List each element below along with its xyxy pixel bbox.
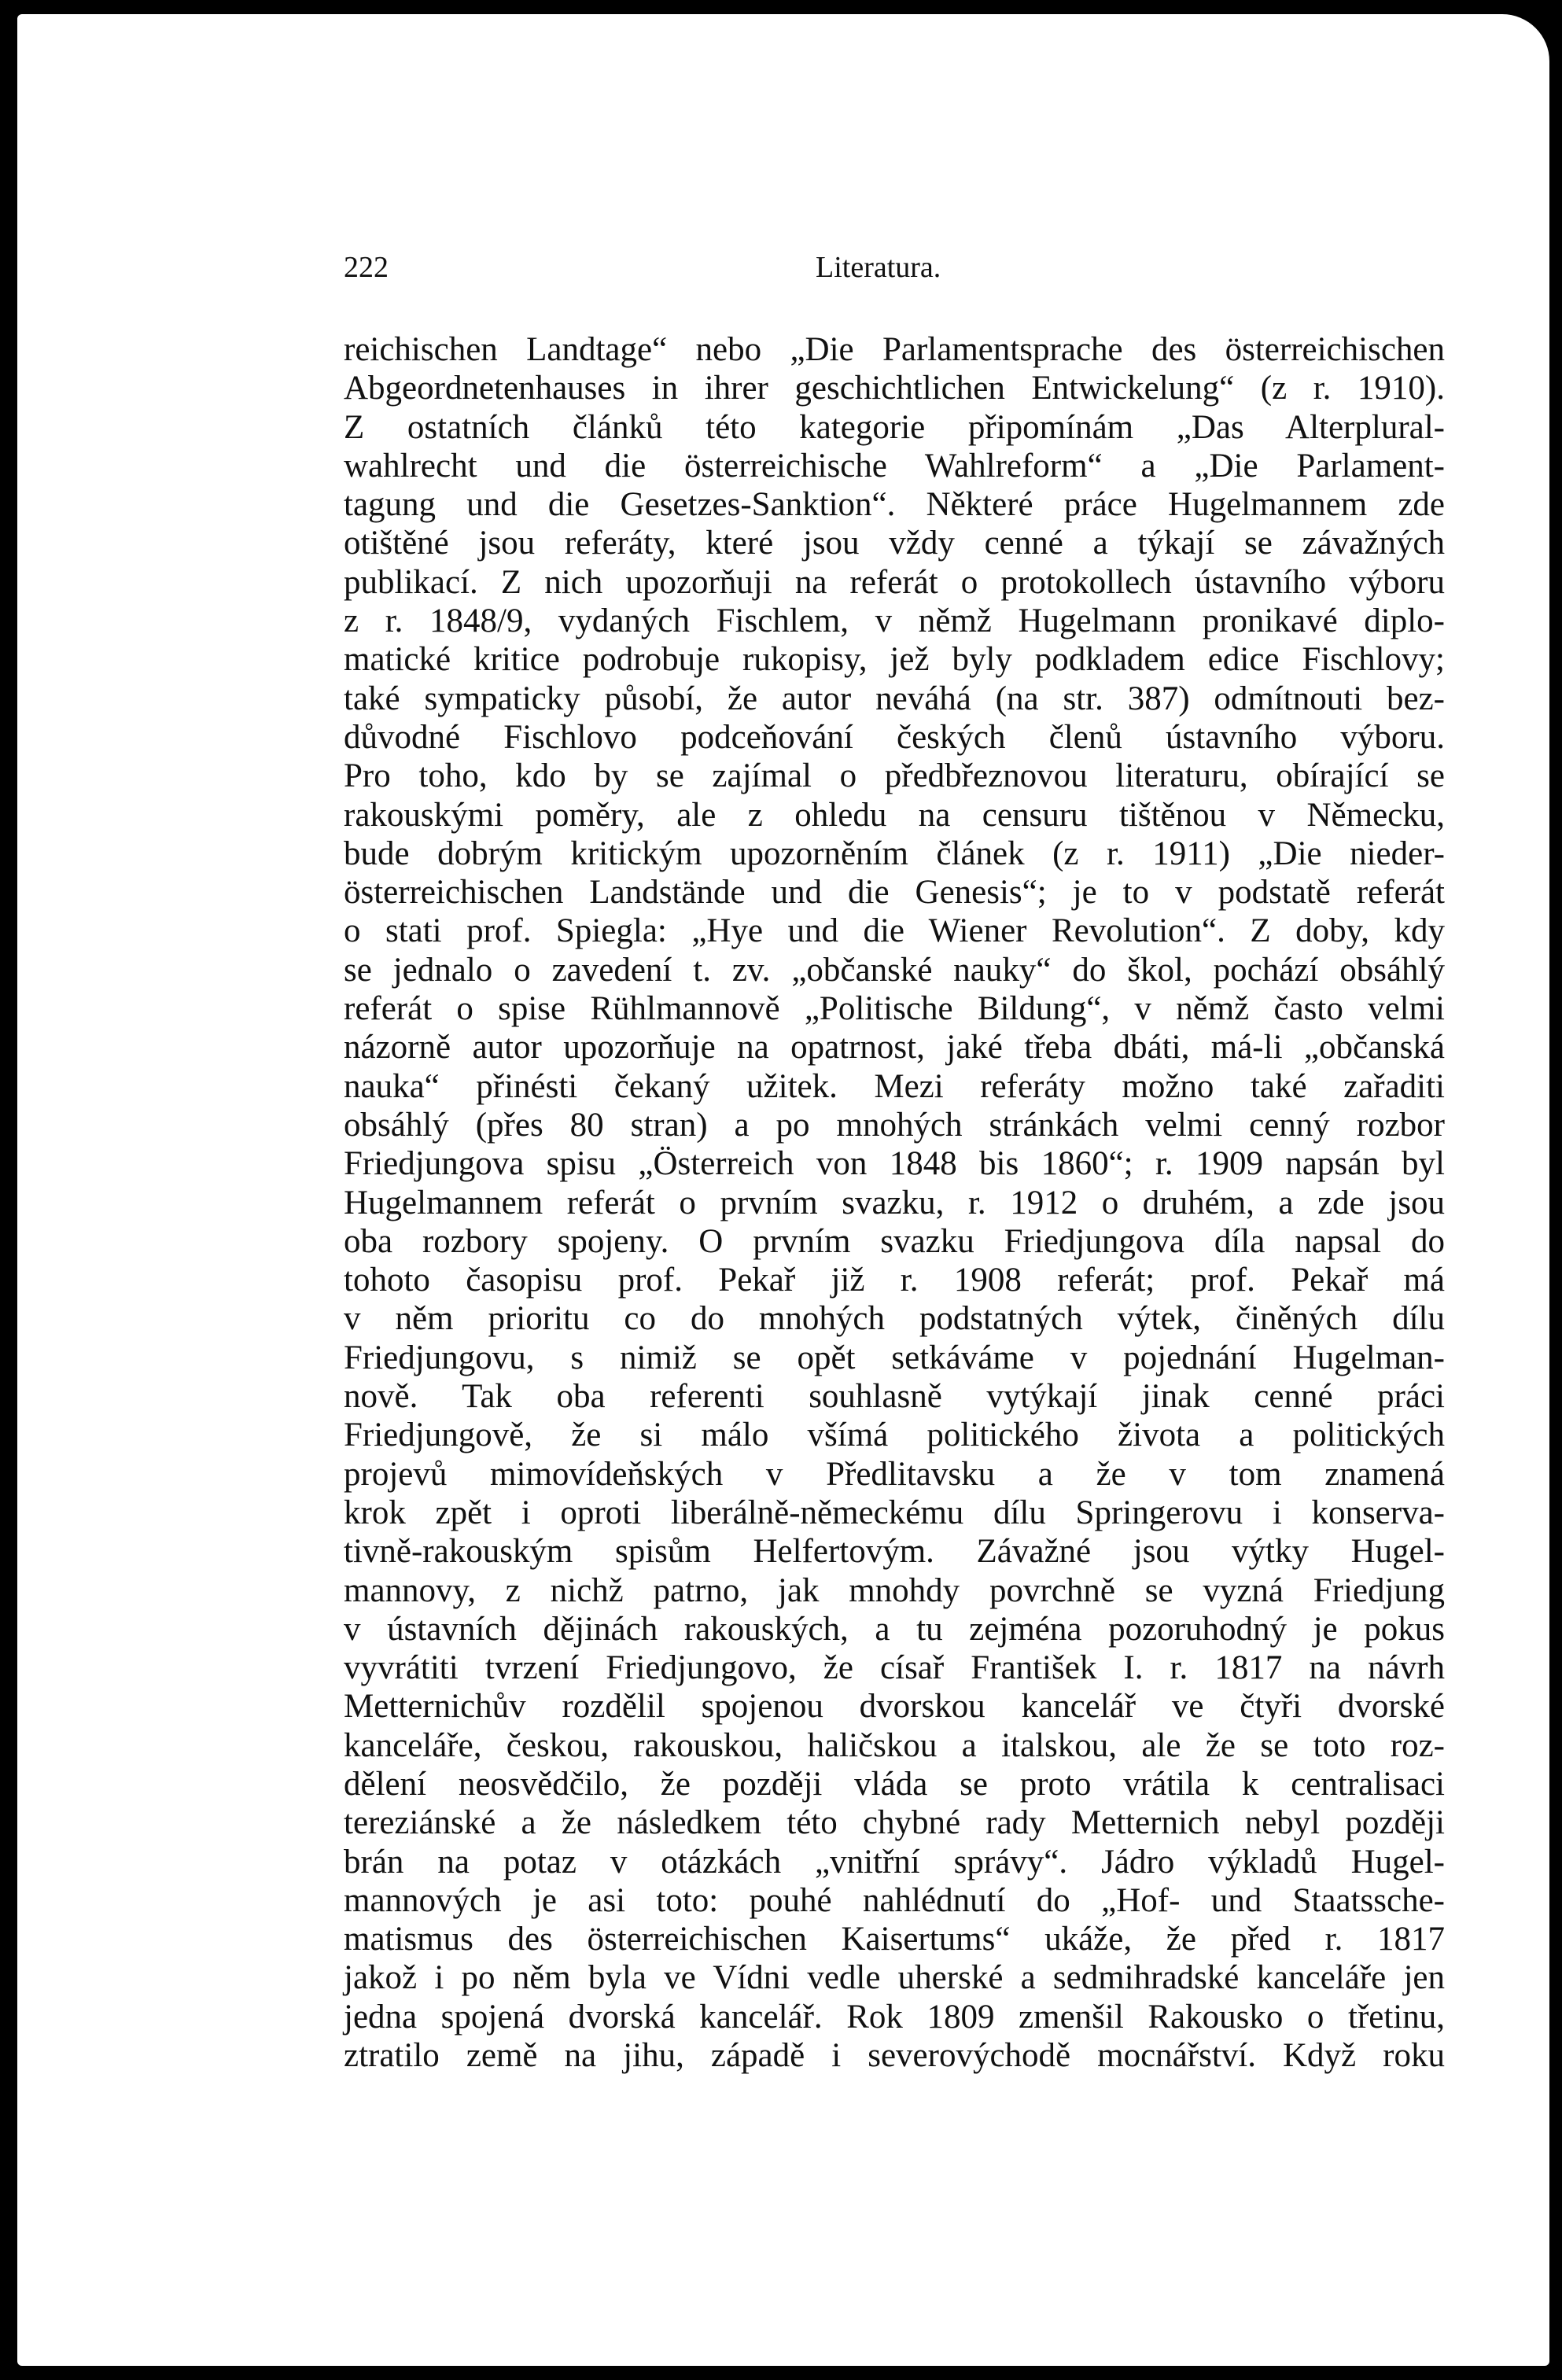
page-number: 222 — [344, 251, 389, 284]
text-line: jedna spojená dvorská kancelář. Rok 1809 zmenšil Rakousko o třetinu, — [344, 1998, 1445, 2036]
text-line: Z ostatních článků této kategorie připomínám „Das Alterplural- — [344, 408, 1445, 446]
text-line: Hugelmannem referát o prvním svazku, r. 1912 o druhém, a zde jsou — [344, 1184, 1445, 1221]
text-line: matické kritice podrobuje rukopisy, jež byly podkladem edice Fischlovy; — [344, 641, 1445, 679]
text-line: referát o spise Rühlmannově „Politische Bildung“, v němž často velmi — [344, 990, 1445, 1028]
text-line: projevů mimovídeňských v Předlitavsku a že v tom znamená — [344, 1455, 1445, 1493]
text-line: Metternichův rozdělil spojenou dvorskou kancelář ve čtyři dvorské — [344, 1688, 1445, 1726]
body-text — [344, 330, 1445, 2075]
text-line: krok zpět i oproti liberálně-německému dílu Springerovu i konserva- — [344, 1494, 1445, 1531]
text-line: o stati prof. Spiegla: „Hye und die Wiener Revolution“. Z doby, kdy — [344, 912, 1445, 950]
text-line: oba rozbory spojeny. O prvním svazku Friedjungova díla napsal do — [344, 1222, 1445, 1260]
text-line: matismus des österreichischen Kaisertums“ ukáže, že před r. 1817 — [344, 1921, 1445, 1958]
text-line: publikací. Z nich upozorňuji na referát o protokollech ústavního výboru — [344, 563, 1445, 601]
text-line: také sympaticky působí, že autor neváhá (na str. 387) odmítnouti bez- — [344, 680, 1445, 717]
text-line: obsáhlý (přes 80 stran) a po mnohých stránkách velmi cenný rozbor — [344, 1106, 1445, 1144]
text-line: vyvrátiti tvrzení Friedjungovo, že císař František I. r. 1817 na návrh — [344, 1649, 1445, 1687]
text-line: nově. Tak oba referenti souhlasně vytýkají jinak cenné práci — [344, 1378, 1445, 1416]
text-line: v něm prioritu co do mnohých podstatných výtek, činěných dílu — [344, 1300, 1445, 1338]
text-line: jakož i po něm byla ve Vídni vedle uherské a sedmihradské kanceláře jen — [344, 1959, 1445, 1997]
page-header — [344, 250, 1130, 289]
text-line: Pro toho, kdo by se zajímal o předbřeznovou literaturu, obírající se — [344, 757, 1445, 795]
text-line: důvodné Fischlovo podceňování českých členů ústavního výboru. — [344, 718, 1445, 756]
text-line: wahlrecht und die österreichische Wahlreform“ a „Die Parlament- — [344, 447, 1445, 484]
text-line: dělení neosvědčilo, že později vláda se proto vrátila k centralisaci — [344, 1765, 1445, 1803]
text-line: z r. 1848/9, vydaných Fischlem, v němž Hugelmann pronikavé diplo- — [344, 602, 1445, 640]
running-head: Literatura. — [816, 251, 941, 284]
text-line: bude dobrým kritickým upozorněním článek (z r. 1911) „Die nieder- — [344, 834, 1445, 872]
text-line: tagung und die Gesetzes-Sanktion“. Některé práce Hugelmannem zde — [344, 486, 1445, 524]
text-line: se jednalo o zavedení t. zv. „občanské nauky“ do škol, pochází obsáhlý — [344, 951, 1445, 989]
text-line: v ústavních dějinách rakouských, a tu zejména pozoruhodný je pokus — [344, 1610, 1445, 1648]
text-line: mannových je asi toto: pouhé nahlédnutí do „Hof- und Staatssche- — [344, 1881, 1445, 1919]
text-line: reichischen Landtage“ nebo „Die Parlamentsprache des österreichischen — [344, 331, 1445, 368]
text-line: nauka“ přinésti čekaný užitek. Mezi referáty možno také zařaditi — [344, 1067, 1445, 1105]
text-line: mannovy, z nichž patrno, jak mnohdy povrchně se vyzná Friedjung — [344, 1571, 1445, 1609]
text-line: otištěné jsou referáty, které jsou vždy cenné a týkají se závažných — [344, 525, 1445, 562]
text-line: brán na potaz v otázkách „vnitřní správy“. Jádro výkladů Hugel- — [344, 1843, 1445, 1881]
text-line: Friedjungovu, s nimiž se opět setkáváme v pojednání Hugelman- — [344, 1339, 1445, 1376]
text-line: tereziánské a že následkem této chybné rady Metternich nebyl později — [344, 1804, 1445, 1842]
text-line: názorně autor upozorňuje na opatrnost, jaké třeba dbáti, má-li „občanská — [344, 1029, 1445, 1067]
text-line: Friedjungova spisu „Österreich von 1848 bis 1860“; r. 1909 napsán byl — [344, 1145, 1445, 1183]
text-line: tohoto časopisu prof. Pekař již r. 1908 referát; prof. Pekař má — [344, 1262, 1445, 1299]
text-line: österreichischen Landstände und die Genesis“; je to v podstatě referát — [344, 874, 1445, 912]
text-line: Friedjungově, že si málo všímá politického života a politických — [344, 1417, 1445, 1454]
text-line: rakouskými poměry, ale z ohledu na censuru tištěnou v Německu, — [344, 796, 1445, 834]
text-line: ztratilo země na jihu, západě i severovýchodě mocnářství. Když roku — [344, 2037, 1445, 2075]
text-line: tivně-rakouským spisům Helfertovým. Závažné jsou výtky Hugel- — [344, 1533, 1445, 1571]
text-line: kanceláře, českou, rakouskou, haličskou a italskou, ale že se toto roz- — [344, 1726, 1445, 1764]
text-line: Abgeordnetenhauses in ihrer geschichtlichen Entwickelung“ (z r. 1910). — [344, 370, 1445, 407]
